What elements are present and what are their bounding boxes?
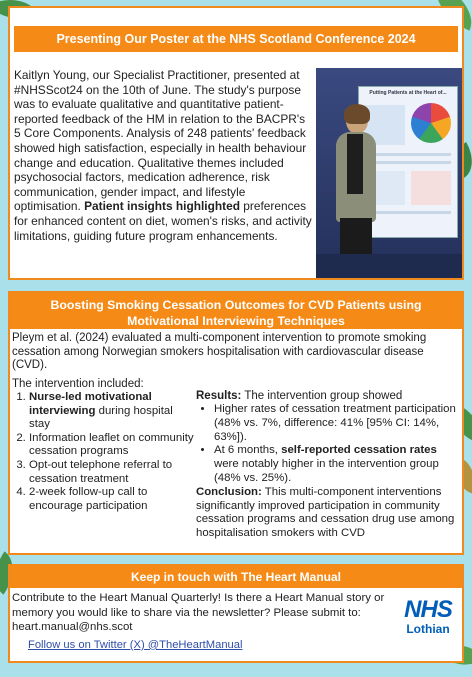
list-item: 4. 2-week follow-up call to encourage participation — [29, 486, 194, 513]
poster-section — [8, 6, 464, 280]
intervention-column — [12, 377, 194, 513]
intervention-label: The intervention included: — [12, 378, 144, 390]
smoking-intro: Pleym et al. (2024) evaluated a multi-component intervention to promote smoking cessation among Norwegian smokers hospitalisation with cardiovascular disease (CVD). — [12, 332, 427, 372]
intervention-list — [12, 391, 194, 513]
list-item: • Higher rates of cessation treatment participation (48% vs. 7%, difference: 41% [95% CI: 14%, 63%]). — [214, 403, 460, 444]
contact-body — [12, 591, 394, 651]
conference-photo — [316, 68, 462, 278]
poster-header: Presenting Our Poster at the NHS Scotland Conference 2024 — [14, 26, 458, 52]
contact-section — [8, 564, 464, 663]
results-column — [196, 389, 460, 541]
nhs-logo-mark: NHS — [404, 596, 452, 623]
list-item: 1. Nurse-led motivational interviewing during hospital stay — [29, 391, 194, 432]
nhs-lothian-logo — [396, 598, 460, 636]
list-item: • At 6 months, self-reported cessation rates were notably higher in the intervention group (48% vs. 25%). — [214, 444, 460, 485]
poster-text-after: preferences for enhanced content on diet, women's risks, and activity limitations, guiding future program enhancements. — [14, 199, 312, 243]
results-list — [196, 403, 460, 486]
list-item: 2. Information leaflet on community cessation programs — [29, 432, 194, 459]
contact-text: Contribute to the Heart Manual Quarterly! Is there a Heart Manual story or memory you would like to share via the newsletter? Please submit to: heart.manual@nhs.scot — [12, 592, 385, 634]
results-heading: Results: The intervention group showed — [196, 390, 403, 402]
contact-header: Keep in touch with The Heart Manual — [10, 566, 462, 588]
list-item: 3. Opt-out telephone referral to cessation treatment — [29, 459, 194, 486]
nhs-logo-sub: Lothian — [406, 622, 450, 636]
conclusion-text: Conclusion: This multi-component interventions significantly improved participation in community cessation programs and cessation drug use among hospitalisation smokers with CVD — [196, 485, 455, 540]
smoking-body — [12, 332, 458, 373]
poster-text-before: Kaitlyn Young, our Specialist Practitioner, presented at #NHSScot24 on the 10th of June. The study's purpose was to evaluate qualitative and quantitative patient-reported feedback of the HM in relation to the BACPR's 5 Core Components. Analysis of 248 patients' feedback showed high satisfaction, especially in health behaviour change and education. Qualitative themes included psychosocial factors, medication adherence, risk communication, gender impact, and lifestyle optimisation. — [14, 68, 307, 214]
poster-body — [14, 68, 312, 243]
smoking-header: Boosting Smoking Cessation Outcomes for CVD Patients using Motivational Interviewing Techniques — [10, 293, 462, 329]
poster-board-title: Putting Patients at the Heart of... — [369, 90, 447, 96]
smoking-section — [8, 291, 464, 555]
poster-highlight: Patient insights highlighted — [84, 199, 240, 214]
poster-text — [14, 68, 312, 243]
twitter-link[interactable]: Follow us on Twitter (X) @TheHeartManual — [28, 638, 243, 651]
